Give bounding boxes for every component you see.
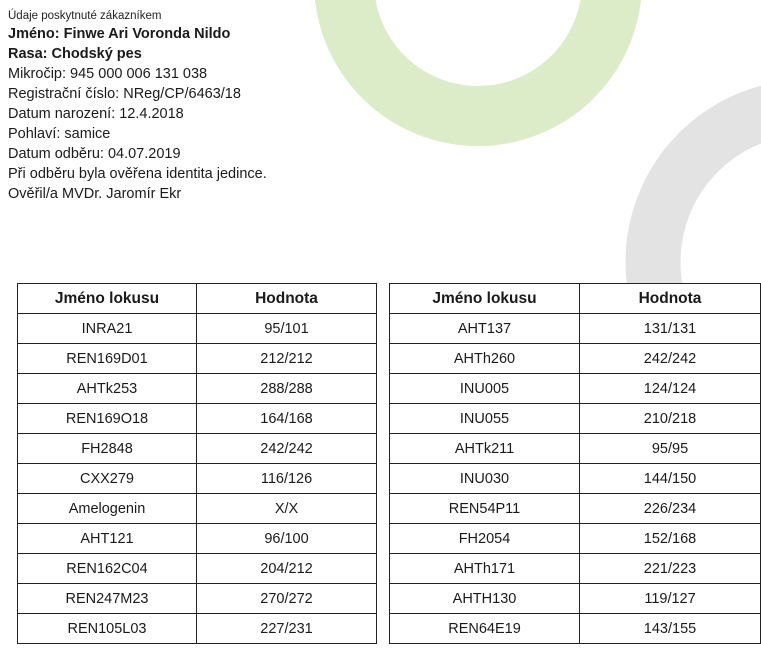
locus-name-left: REN169D01: [18, 344, 197, 374]
locus-name-right: FH2054: [390, 524, 580, 554]
value-left: 288/288: [197, 374, 377, 404]
column-separator: [377, 494, 390, 524]
customer-data-note: Údaje poskytnuté zákazníkem: [8, 10, 162, 22]
value-right: 144/150: [580, 464, 761, 494]
birth-date: Datum narození: 12.4.2018: [8, 106, 184, 122]
locus-name-left: CXX279: [18, 464, 197, 494]
column-separator: [377, 434, 390, 464]
locus-name-right: AHTh171: [390, 554, 580, 584]
table-row: [18, 374, 761, 404]
locus-name-right: REN54P11: [390, 494, 580, 524]
table-row: [18, 404, 761, 434]
value-left: 242/242: [197, 434, 377, 464]
dog-name: Jméno: Finwe Ari Voronda Nildo: [8, 26, 231, 42]
value-left: 204/212: [197, 554, 377, 584]
value-right: 95/95: [580, 434, 761, 464]
microchip: Mikročip: 945 000 006 131 038: [8, 66, 208, 82]
table-row: [18, 314, 761, 344]
table-row: [18, 464, 761, 494]
table-row: [18, 494, 761, 524]
header-value-right: Hodnota: [580, 284, 761, 314]
locus-name-left: INRA21: [18, 314, 197, 344]
identity-note: Při odběru byla ověřena identita jedince.: [8, 166, 267, 182]
table-row: [18, 524, 761, 554]
registration-number: Registrační číslo: NReg/CP/6463/18: [8, 86, 241, 102]
value-right: 143/155: [580, 614, 761, 644]
value-right: 221/223: [580, 554, 761, 584]
value-left: 96/100: [197, 524, 377, 554]
locus-name-right: INU030: [390, 464, 580, 494]
value-right: 124/124: [580, 374, 761, 404]
locus-name-left: REN162C04: [18, 554, 197, 584]
header-value-left: Hodnota: [197, 284, 377, 314]
table-row: [18, 614, 761, 644]
value-left: 227/231: [197, 614, 377, 644]
value-left: 270/272: [197, 584, 377, 614]
column-separator: [377, 374, 390, 404]
locus-name-left: REN247M23: [18, 584, 197, 614]
locus-name-left: REN169O18: [18, 404, 197, 434]
value-left: X/X: [197, 494, 377, 524]
column-separator: [377, 614, 390, 644]
table-body: [18, 314, 761, 644]
locus-name-left: AHT121: [18, 524, 197, 554]
header-locus-name-left: Jméno lokusu: [18, 284, 197, 314]
column-separator: [377, 554, 390, 584]
dog-breed: Rasa: Chodský pes: [8, 46, 142, 62]
table-row: [18, 554, 761, 584]
locus-name-right: INU055: [390, 404, 580, 434]
locus-table: [17, 283, 761, 644]
value-right: 131/131: [580, 314, 761, 344]
value-right: 242/242: [580, 344, 761, 374]
sex: Pohlaví: samice: [8, 126, 111, 142]
locus-name-right: AHTk211: [390, 434, 580, 464]
locus-name-right: AHTh260: [390, 344, 580, 374]
value-right: 210/218: [580, 404, 761, 434]
customer-info: [8, 8, 267, 204]
verified-by: Ověřil/a MVDr. Jaromír Ekr: [8, 186, 182, 202]
column-separator: [377, 284, 390, 314]
table-row: [18, 344, 761, 374]
value-right: 152/168: [580, 524, 761, 554]
value-left: 212/212: [197, 344, 377, 374]
locus-name-right: REN64E19: [390, 614, 580, 644]
locus-name-left: REN105L03: [18, 614, 197, 644]
green-ring: [344, 0, 612, 116]
table-row: [18, 434, 761, 464]
locus-name-left: AHTk253: [18, 374, 197, 404]
locus-name-left: FH2848: [18, 434, 197, 464]
table-header-row: [18, 284, 761, 314]
value-right: 119/127: [580, 584, 761, 614]
value-left: 116/126: [197, 464, 377, 494]
locus-name-right: AHT137: [390, 314, 580, 344]
column-separator: [377, 314, 390, 344]
header-locus-name-right: Jméno lokusu: [390, 284, 580, 314]
table-row: [18, 584, 761, 614]
value-right: 226/234: [580, 494, 761, 524]
column-separator: [377, 344, 390, 374]
locus-name-left: Amelogenin: [18, 494, 197, 524]
column-separator: [377, 404, 390, 434]
value-left: 95/101: [197, 314, 377, 344]
column-separator: [377, 464, 390, 494]
sampling-date: Datum odběru: 04.07.2019: [8, 146, 181, 162]
column-separator: [377, 584, 390, 614]
value-left: 164/168: [197, 404, 377, 434]
column-separator: [377, 524, 390, 554]
locus-name-right: AHTH130: [390, 584, 580, 614]
locus-name-right: INU005: [390, 374, 580, 404]
